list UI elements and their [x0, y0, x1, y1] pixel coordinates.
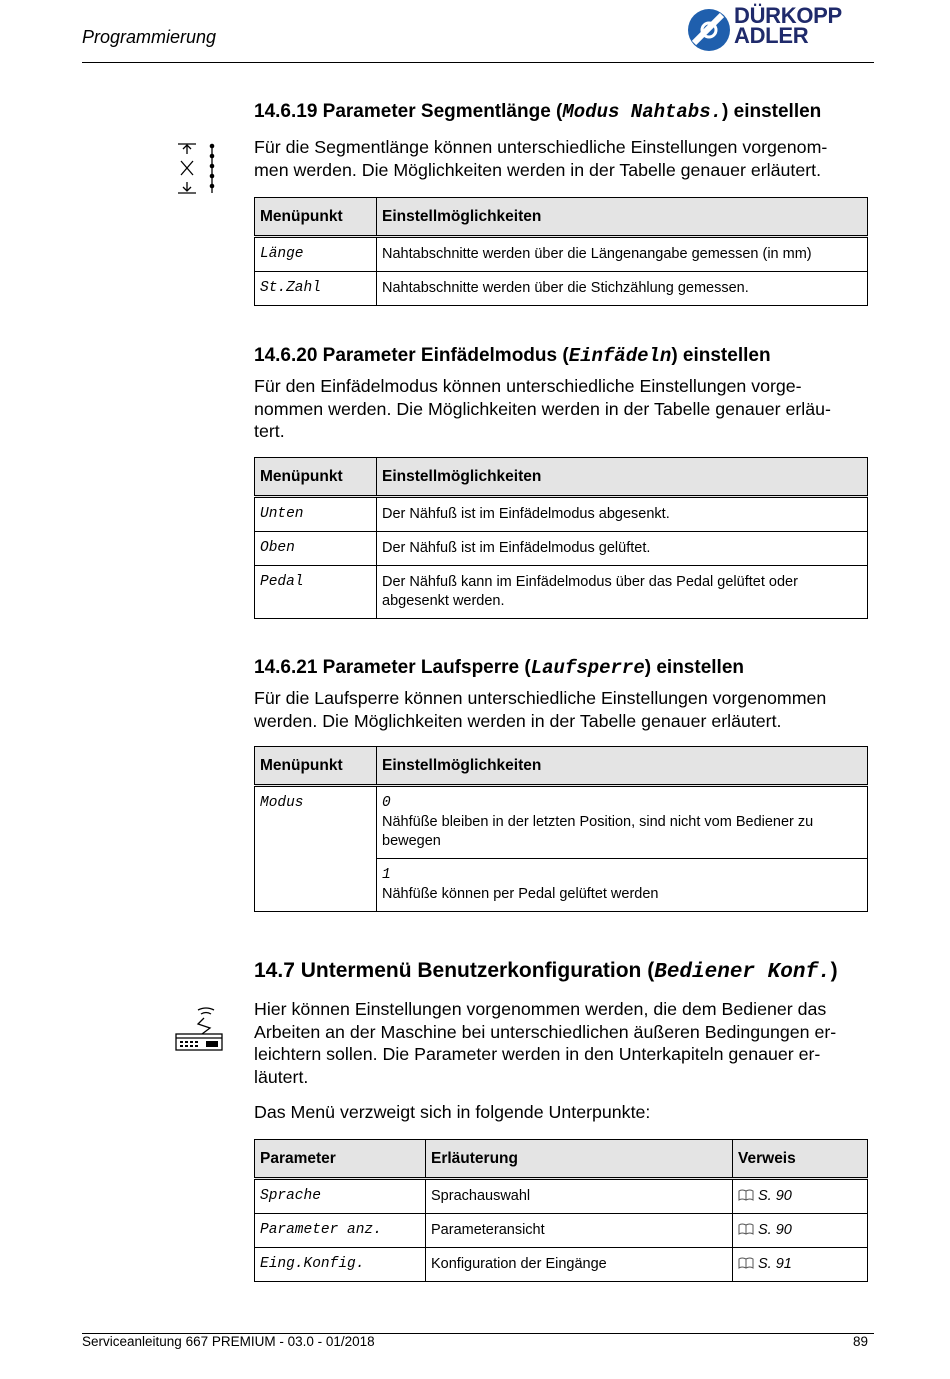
option-value: 0 [382, 795, 391, 811]
column-header: Erläuterung [426, 1140, 733, 1179]
heading-text-end: ) [830, 959, 838, 982]
heading-text-end: ) einstellen [644, 657, 744, 678]
book-icon [738, 1223, 754, 1235]
table-row [255, 1179, 868, 1214]
text-line: Für die Laufsperre können unterschiedliche Einstellungen vorgenommen [254, 688, 827, 708]
column-header: Parameter [255, 1140, 426, 1179]
heading-code: Einfädeln [568, 345, 672, 367]
option-cell [377, 786, 868, 859]
option-cell [377, 859, 868, 912]
heading-text-end: ) einstellen [671, 345, 771, 366]
description-cell: Parameteransicht [426, 1214, 733, 1248]
header-divider [82, 62, 874, 63]
table-row [255, 1248, 868, 1282]
duerkopp-adler-logo [686, 3, 870, 54]
text-line: Für den Einfädelmodus können unterschiedliche Einstellungen vorge- [254, 376, 802, 396]
segment-length-icon [176, 142, 220, 196]
text-line: Nähfüße können per Pedal gelüftet werden [382, 886, 659, 902]
logo-line-2: ADLER [734, 23, 809, 48]
heading-code: Modus Nahtabs. [562, 101, 723, 123]
heading-text: 14.6.19 Parameter Segmentlänge ( [254, 101, 563, 122]
menu-item-cell: Oben [255, 532, 377, 566]
page-reference-link[interactable]: S. 91 [758, 1256, 792, 1272]
column-header: Einstellmöglichkeiten [377, 198, 868, 237]
description-cell: Nahtabschnitte werden über die Längenangabe gemessen (in mm) [377, 237, 868, 272]
heading-code: Bediener Konf. [654, 961, 831, 984]
page-number: 89 [852, 1334, 868, 1349]
table-header-row [255, 458, 868, 497]
text-line: nommen werden. Die Möglichkeiten werden in der Tabelle genauer erläu- [254, 398, 831, 419]
menu-item-cell: Modus [255, 786, 377, 912]
operator-keyboard-icon [174, 1004, 226, 1054]
table-header-row [255, 198, 868, 237]
text-line: Für die Segmentlänge können unterschiedliche Einstellungen vorgenom- [254, 137, 828, 157]
book-icon [738, 1189, 754, 1201]
text-line: abgesenkt werden. [382, 593, 505, 609]
column-header: Menüpunkt [255, 747, 377, 786]
page-reference-link[interactable]: S. 90 [758, 1188, 792, 1204]
paragraph-laufsperre [254, 687, 870, 732]
text-line: tert. [254, 421, 285, 441]
table-row [255, 1214, 868, 1248]
text-line: men werden. Die Möglichkeiten werden in der Tabelle genauer erläutert. [254, 159, 822, 180]
table-row [255, 786, 868, 859]
menu-item-cell: St.Zahl [255, 272, 377, 306]
text-line: leichtern sollen. Die Parameter werden in den Unterkapiteln genauer er- [254, 1044, 821, 1064]
text-line: werden. Die Möglichkeiten werden in der Tabelle genauer erläutert. [254, 710, 782, 731]
paragraph-segmentlaenge [254, 136, 870, 181]
parameter-cell: Sprache [255, 1179, 426, 1214]
heading-text-end: ) einstellen [722, 101, 822, 122]
table-row [255, 497, 868, 532]
text-line: bewegen [382, 833, 441, 849]
description-cell: Der Nähfuß ist im Einfädelmodus abgesenkt. [377, 497, 868, 532]
text-line: Nähfüße bleiben in der letzten Position, sind nicht vom Bediener zu [382, 814, 814, 830]
paragraph-einfaedelmodus [254, 375, 870, 443]
table-header-row [255, 1140, 868, 1179]
column-header: Einstellmöglichkeiten [377, 458, 868, 497]
description-cell: Sprachauswahl [426, 1179, 733, 1214]
column-header: Verweis [733, 1140, 868, 1179]
reference-cell[interactable] [733, 1179, 868, 1214]
reference-cell[interactable] [733, 1248, 868, 1282]
table-einfaedelmodus [254, 457, 868, 619]
heading-14-6-21 [254, 657, 744, 679]
description-cell: Der Nähfuß ist im Einfädelmodus gelüftet. [377, 532, 868, 566]
text-line: läutert. [254, 1066, 309, 1087]
heading-text: 14.6.20 Parameter Einfädelmodus ( [254, 345, 569, 366]
parameter-cell: Parameter anz. [255, 1214, 426, 1248]
logo-line-1: DÜRKOPP [734, 3, 842, 28]
footer-doc-title: Serviceanleitung 667 PREMIUM - 03.0 - 01/2018 [82, 1334, 375, 1349]
description-cell [377, 566, 868, 619]
heading-14-6-20 [254, 345, 771, 367]
column-header: Menüpunkt [255, 198, 377, 237]
reference-cell[interactable] [733, 1214, 868, 1248]
heading-14-6-19 [254, 101, 821, 123]
heading-text: 14.6.21 Parameter Laufsperre ( [254, 657, 531, 678]
heading-text: 14.7 Untermenü Benutzerkonfiguration ( [254, 959, 655, 982]
text-line: Arbeiten an der Maschine bei unterschiedlichen äußeren Bedingungen er- [254, 1021, 837, 1042]
table-row [255, 237, 868, 272]
table-segmentlaenge [254, 197, 868, 306]
table-header-row [255, 747, 868, 786]
text-line: Der Nähfuß kann im Einfädelmodus über das Pedal gelüftet oder [382, 574, 798, 590]
page-reference-link[interactable]: S. 90 [758, 1222, 792, 1238]
column-header: Einstellmöglichkeiten [377, 747, 868, 786]
text-line: Hier können Einstellungen vorgenommen werden, die dem Bediener das [254, 999, 827, 1019]
paragraph-benutzerkonfiguration [254, 998, 870, 1088]
parameter-cell: Eing.Konfig. [255, 1248, 426, 1282]
logo-mark-icon [686, 7, 732, 53]
table-row [255, 272, 868, 306]
table-row [255, 566, 868, 619]
description-cell: Nahtabschnitte werden über die Stichzählung gemessen. [377, 272, 868, 306]
book-icon [738, 1257, 754, 1269]
running-header: Programmierung [82, 27, 217, 47]
table-laufsperre [254, 746, 868, 912]
menu-intro: Das Menü verzweigt sich in folgende Unterpunkte: [254, 1102, 651, 1122]
table-bediener-konf [254, 1139, 868, 1282]
menu-item-cell: Pedal [255, 566, 377, 619]
menu-item-cell: Länge [255, 237, 377, 272]
menu-item-cell: Unten [255, 497, 377, 532]
heading-14-7 [254, 959, 838, 984]
option-value: 1 [382, 867, 391, 883]
column-header: Menüpunkt [255, 458, 377, 497]
table-row [255, 532, 868, 566]
heading-code: Laufsperre [530, 657, 645, 679]
description-cell: Konfiguration der Eingänge [426, 1248, 733, 1282]
